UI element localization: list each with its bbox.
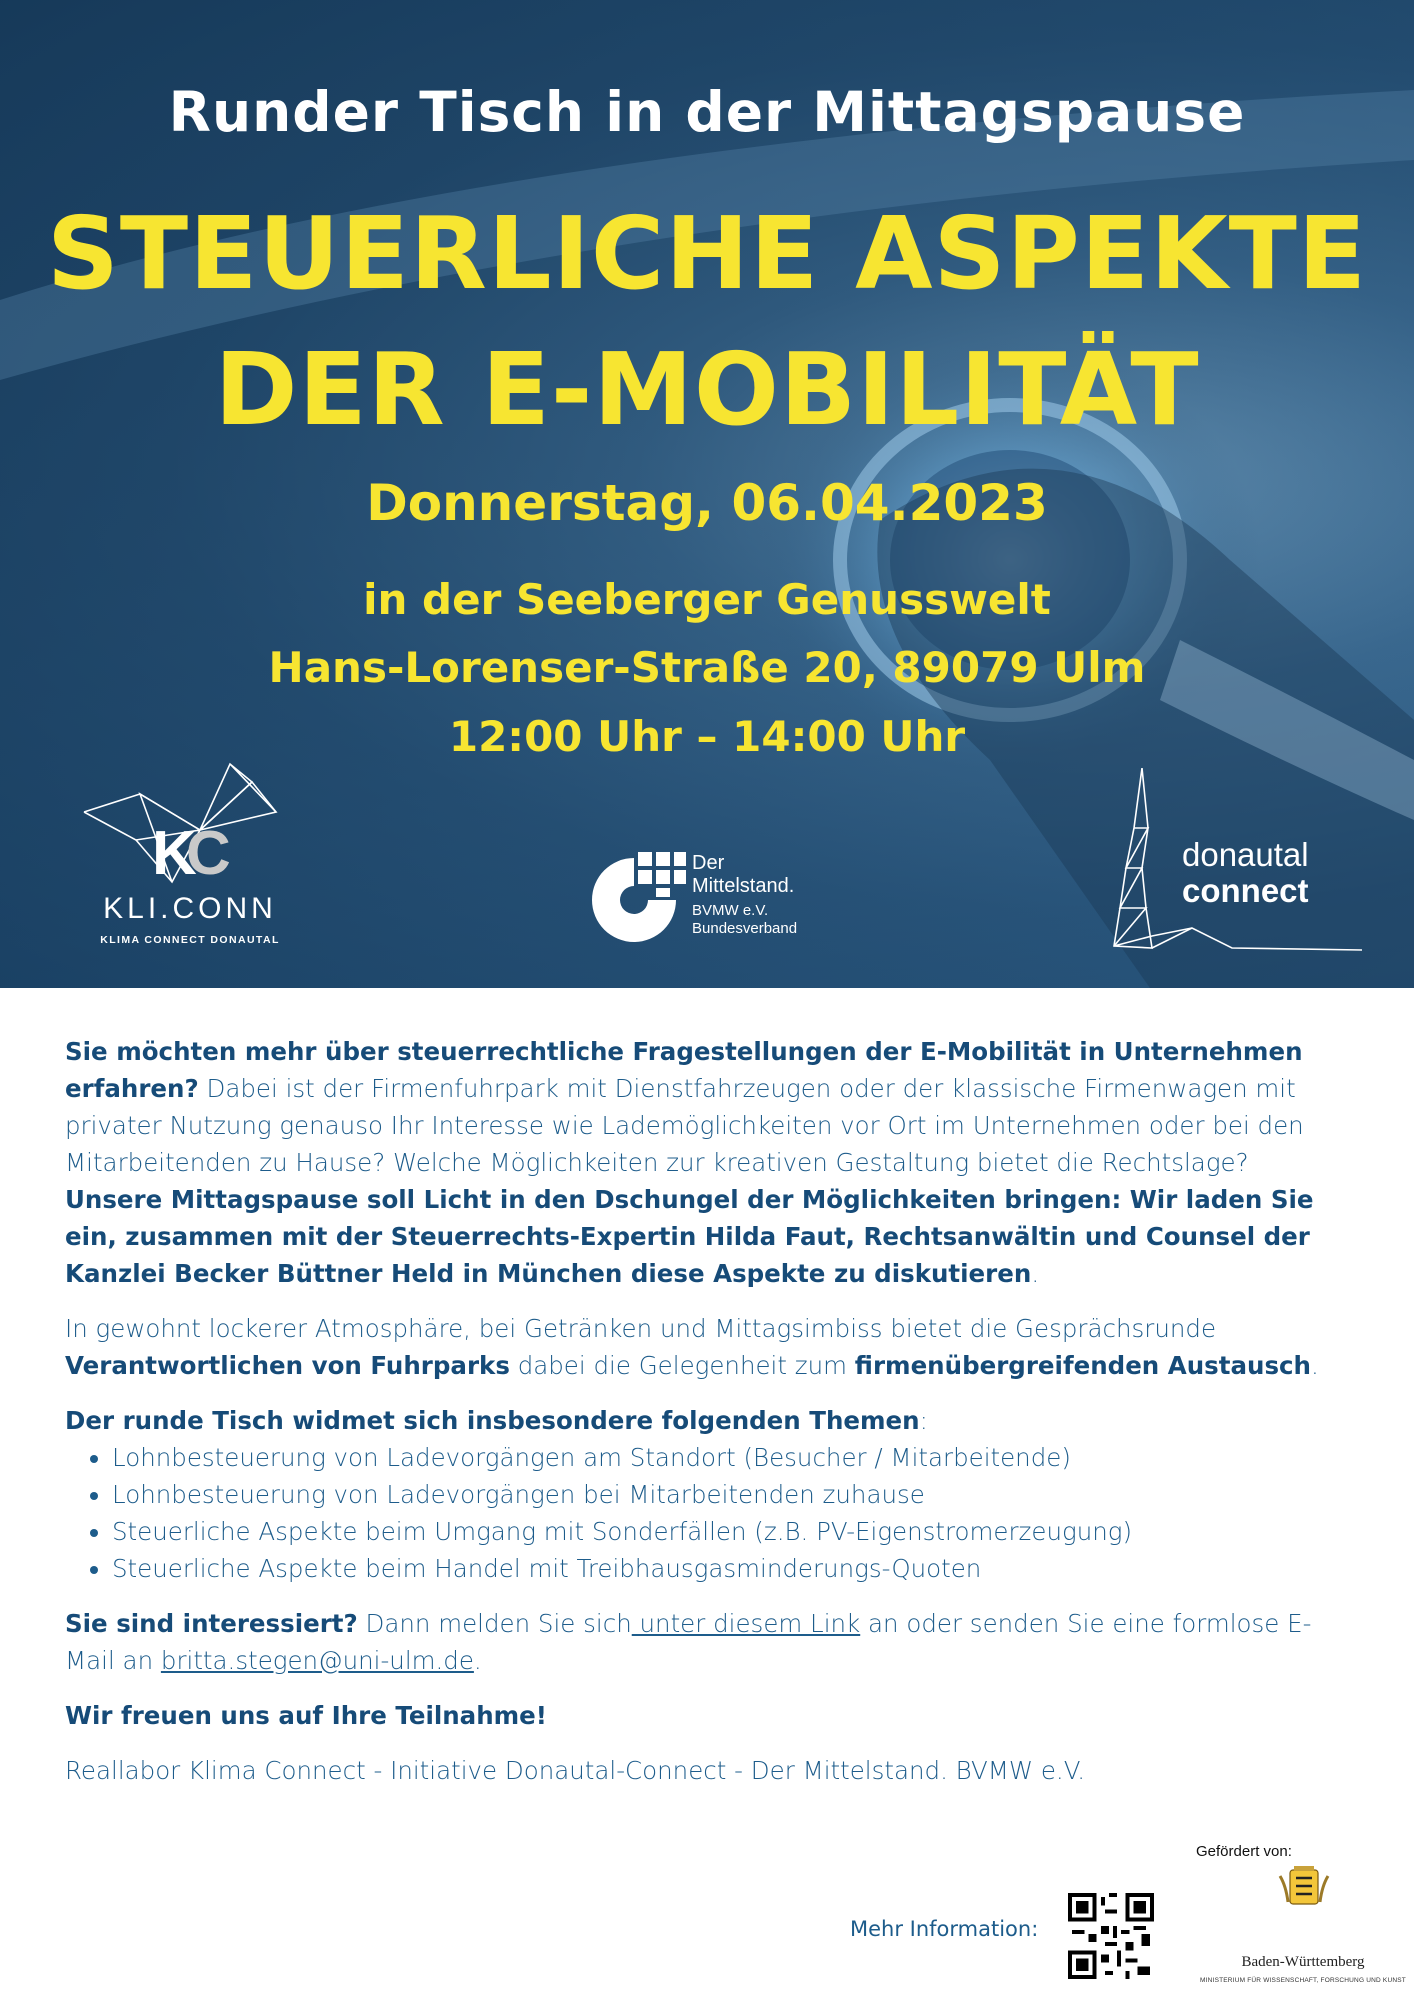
kliconn-logo (80, 752, 300, 952)
kliconn-tagline: KLIMA CONNECT DONAUTAL (100, 934, 280, 946)
mittelstand-text: Mittelstand. (692, 875, 795, 897)
closing-text: Wir freuen uns auf Ihre Teilnahme! (65, 1701, 547, 1730)
event-description (65, 1033, 1350, 1807)
funder-ministry: MINISTERIUM FÜR WISSENSCHAFT, FORSCHUNG UND KUNST (1200, 1977, 1406, 1984)
more-info-label: Mehr Information: (850, 1917, 1039, 1941)
hero-banner (0, 0, 1414, 988)
topic-item: • Lohnbesteuerung von Ladevorgängen am Standort (Besucher / Mitarbeitende) (112, 1439, 1350, 1476)
exchange-highlight: firmenübergreifenden Austausch (854, 1351, 1312, 1380)
contact-email-link[interactable]: britta.stegen@uni-ulm.de (160, 1646, 474, 1675)
registration-link[interactable]: unter diesem Link (631, 1609, 861, 1638)
baden-wuerttemberg-crest-icon (1276, 1866, 1332, 1910)
event-venue: in der Seeberger Genusswelt (363, 575, 1051, 624)
kliconn-network-icon (80, 752, 300, 892)
topics-colon: : (919, 1406, 928, 1435)
svg-text:K: K (152, 819, 197, 888)
intro-lead: Sie möchten mehr über steuerrechtliche Fragestellungen der E-Mobilität in Unternehmen erfahren? (65, 1037, 1303, 1103)
topics-section (65, 1402, 1350, 1587)
funder-name: Baden-Württemberg (1241, 1954, 1365, 1970)
signup-paragraph (65, 1605, 1350, 1679)
intro-text: Dabei ist der Firmenfuhrpark mit Dienstfahrzeugen oder der klassische Firmenwagen mit privater Nutzung genauso Ihr Interesse wie Lademöglichkeiten vor Ort im Unternehmen oder bei den Mitarbeitenden zu Hause? Welche Möglichkeiten zur kreativen Gestaltung bietet die Rechtslage? (65, 1074, 1304, 1177)
topic-item: • Steuerliche Aspekte beim Handel mit Treibhausgasminderungs-Quoten (112, 1550, 1350, 1587)
page-title-line-2: DER E-MOBILITÄT (214, 331, 1200, 448)
mittelstand-text: BVMW e.V. (692, 902, 769, 919)
intro-invitation: Unsere Mittagspause soll Licht in den Dschungel der Möglichkeiten bringen: Wir laden Sie ein, zusammen mit der Steuerrechts-Expertin Hilda Faut, Rechtsanwältin und Counsel der Kanzlei Becker Büttner Held in München diese Aspekte zu diskutieren (65, 1185, 1314, 1288)
signup-end: . (473, 1646, 482, 1675)
event-time: 12:00 Uhr – 14:00 Uhr (448, 712, 966, 761)
intro-paragraph (65, 1033, 1350, 1292)
donautal-text: donautal (1182, 836, 1309, 873)
topic-item: • Lohnbesteuerung von Ladevorgängen bei Mitarbeitenden zuhause (112, 1476, 1350, 1513)
page-title-line-1: STEUERLICHE ASPEKTE (46, 195, 1368, 312)
atmosphere-paragraph (65, 1310, 1350, 1384)
mittelstand-text: Bundesverband (692, 920, 798, 937)
event-series-subtitle: Runder Tisch in der Mittagspause (168, 80, 1246, 144)
signup-lead: Sie sind interessiert? (65, 1609, 358, 1638)
closing-line (65, 1697, 1350, 1734)
donautal-connect-logo (1112, 768, 1362, 958)
topics-list (65, 1439, 1350, 1587)
mittelstand-logo (584, 850, 844, 950)
audience-highlight: Verantwortlichen von Fuhrparks (65, 1351, 510, 1380)
event-address: Hans-Lorenser-Straße 20, 89079 Ulm (268, 643, 1146, 692)
atmosphere-text: dabei die Gelegenheit zum (509, 1351, 855, 1380)
mittelstand-text: Der (692, 852, 725, 874)
intro-end: . (1031, 1259, 1040, 1288)
kliconn-name: KLI.CONN (103, 892, 277, 925)
connect-text: connect (1182, 872, 1309, 909)
mittelstand-emblem-icon (584, 850, 688, 946)
event-date: Donnerstag, 06.04.2023 (366, 474, 1048, 532)
funded-by-label: Gefördert von: (1196, 1843, 1292, 1860)
signup-text: Dann melden Sie sich (357, 1609, 632, 1638)
svg-text:C: C (186, 819, 231, 888)
atmosphere-text: In gewohnt lockerer Atmosphäre, bei Getränken und Mittagsimbiss bietet die Gesprächsrunde (65, 1314, 1217, 1343)
qr-code-icon[interactable] (1068, 1893, 1154, 1979)
partners-line: Reallabor Klima Connect - Initiative Donautal-Connect - Der Mittelstand. BVMW e.V. (65, 1756, 1086, 1785)
atmosphere-end: . (1311, 1351, 1319, 1380)
signup-text: an oder senden Sie eine formlose E-Mail an (65, 1609, 1312, 1675)
topics-heading: Der runde Tisch widmet sich insbesondere folgenden Themen (65, 1406, 920, 1435)
topic-item: • Steuerliche Aspekte beim Umgang mit Sonderfällen (z.B. PV-Eigenstromerzeugung) (112, 1513, 1350, 1550)
